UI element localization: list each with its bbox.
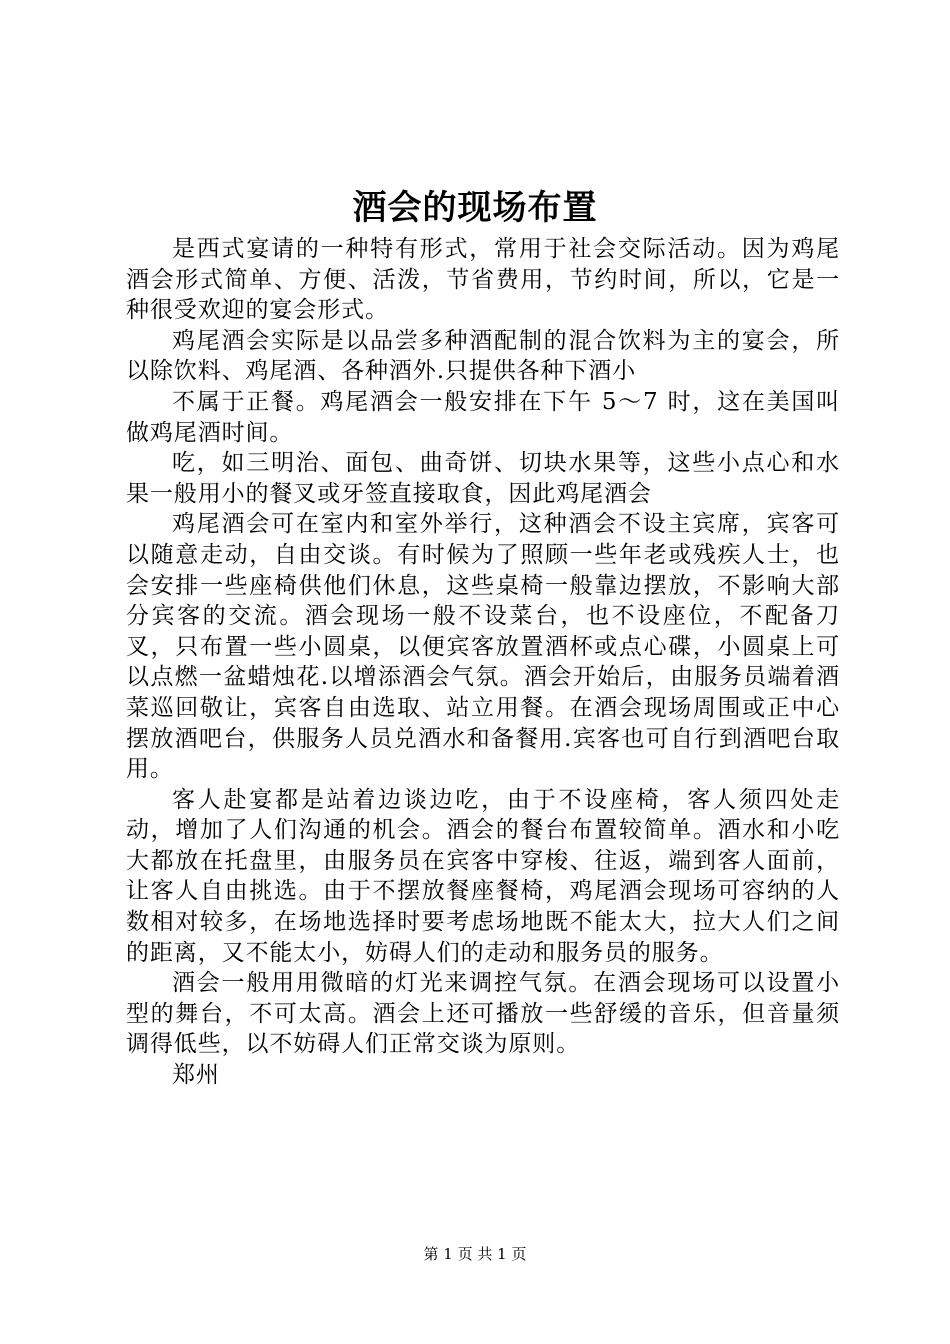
page-footer: 第 1 页 共 1 页 [423, 1245, 527, 1263]
paragraph-8: 郑州 [172, 1062, 220, 1089]
paragraph-7: 酒会一般用用微暗的灯光来调控气氛。在酒会现场可以设置小型的舞台，不可太高。酒会上还可播放一些舒缓的音乐，但音量须调得低些，以不妨碍人们正常交谈为原则。 [126, 970, 840, 1058]
paragraph-5: 鸡尾酒会可在室内和室外举行，这种酒会不设主宾席，宾客可以随意走动，自由交谈。有时候为了照顾一些年老或残疾人士，也会安排一些座椅供他们休息，这些桌椅一般靠边摆放，不影响大部分宾客的交流。酒会现场一般不设菜台，也不设座位，不配备刀叉，只布置一些小圆桌，以便宾客放置酒杯或点心碟，小圆桌上可以点燃一盆蜡烛花.以增添酒会气氛。酒会开始后，由服务员端着酒菜巡回敬让，宾客自由选取、站立用餐。在酒会现场周围或正中心摆放酒吧台，供服务人员兑酒水和备餐用.宾客也可自行到酒吧台取用。 [126, 511, 840, 783]
document-title: 酒会的现场布置 [352, 188, 598, 228]
paragraph-3: 不属于正餐。鸡尾酒会一般安排在下午 5～7 时，这在美国叫做鸡尾酒时间。 [126, 388, 840, 446]
paragraph-2: 鸡尾酒会实际是以品尝多种酒配制的混合饮料为主的宴会，所以除饮料、鸡尾酒、各种酒外.只提供各种下酒小 [126, 327, 840, 385]
paragraph-6: 客人赴宴都是站着边谈边吃，由于不设座椅，客人须四处走动，增加了人们沟通的机会。酒会的餐台布置较简单。酒水和小吃大都放在托盘里，由服务员在宾客中穿梭、往返，端到客人面前，让客人自由挑选。由于不摆放餐座餐椅，鸡尾酒会现场可容纳的人数相对较多，在场地选择时要考虑场地既不能太大，拉大人们之间的距离，又不能太小，妨碍人们的走动和服务员的服务。 [126, 786, 840, 966]
paragraph-4: 吃，如三明治、面包、曲奇饼、切块水果等，这些小点心和水果一般用小的餐叉或牙签直接取食，因此鸡尾酒会 [126, 450, 840, 507]
document-body [126, 234, 840, 1091]
paragraph-1: 是西式宴请的一种特有形式，常用于社会交际活动。因为鸡尾酒会形式简单、方便、活泼，节省费用，节约时间，所以，它是一种很受欢迎的宴会形式。 [126, 236, 840, 324]
